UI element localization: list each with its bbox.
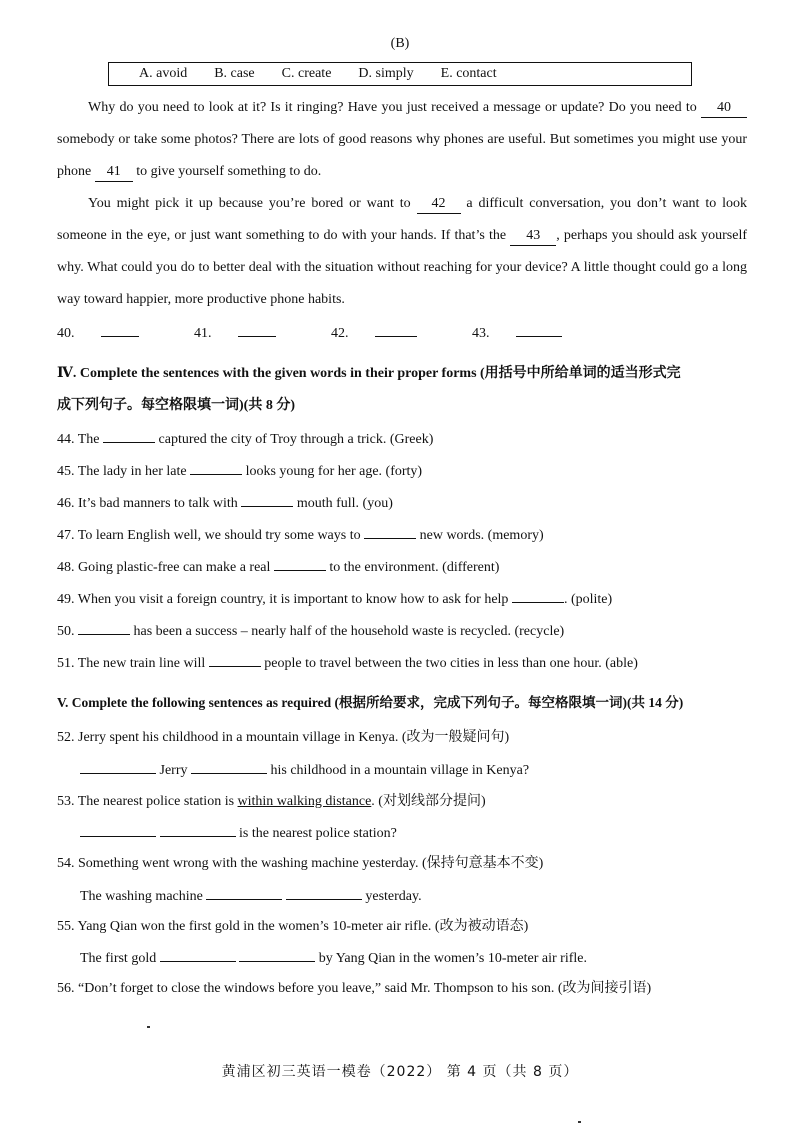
passage-text: a difficult conversation, you don’t want to look someone in the eye, or just want something to do with your hands. If that’s the xyxy=(57,196,747,243)
passage-text: You might pick it up because you’re bored or want to xyxy=(88,196,417,211)
question-47: 47. To learn English well, we should try some ways to new words. (memory) xyxy=(57,524,544,544)
question-52-answer: Jerry his childhood in a mountain village in Kenya? xyxy=(80,759,529,779)
answer-blank[interactable] xyxy=(101,322,139,337)
section-4-heading: Ⅳ. Complete the sentences with the given words in their proper forms (用括号中所给单词的适当形式完 成下列句子。每空格限填一词)(共 8 分) xyxy=(57,366,681,413)
scan-speck xyxy=(578,1121,581,1123)
question-55-answer: The first gold by Yang Qian in the women’s 10-meter air rifle. xyxy=(80,947,587,967)
passage-text: Why do you need to look at it? Is it ringing? Have you just received a message or update? Do you need to xyxy=(88,100,701,115)
answer-blank[interactable] xyxy=(80,759,156,774)
answer-blank[interactable] xyxy=(103,428,155,443)
question-53: 53. The nearest police station is within walking distance. (对划线部分提问) xyxy=(57,794,486,809)
blank-40: 40 xyxy=(701,99,747,118)
question-56: 56. “Don’t forget to close the windows before you leave,” said Mr. Thompson to his son. (改为间接引语) xyxy=(57,981,652,996)
answer-blank[interactable] xyxy=(160,822,236,837)
word-option: A. avoid xyxy=(139,66,188,81)
answer-blank[interactable] xyxy=(375,322,417,337)
underlined-phrase: within walking distance xyxy=(237,794,372,809)
word-option: E. contact xyxy=(440,66,497,81)
answer-blank[interactable] xyxy=(160,947,236,962)
scan-speck xyxy=(147,1026,150,1028)
section-5-heading: V. Complete the following sentences as required (根据所给要求，完成下列句子。每空格限填一词)(共 14 分) xyxy=(57,695,684,710)
question-55: 55. Yang Qian won the first gold in the women’s 10-meter air rifle. (改为被动语态) xyxy=(57,919,529,934)
question-54: 54. Something went wrong with the washing machine yesterday. (保持句意基本不变) xyxy=(57,856,544,871)
answer-slot: 42. xyxy=(331,322,443,342)
answer-blank[interactable] xyxy=(516,322,562,337)
word-option: C. create xyxy=(281,66,332,81)
word-option: B. case xyxy=(214,66,255,81)
answer-blank[interactable] xyxy=(80,822,156,837)
blank-43: 43 xyxy=(510,227,556,246)
question-54-answer: The washing machine yesterday. xyxy=(80,885,422,905)
question-50: 50. has been a success – nearly half of the household waste is recycled. (recycle) xyxy=(57,620,564,640)
blank-41: 41 xyxy=(95,163,133,182)
answer-blank[interactable] xyxy=(191,759,267,774)
answer-lines xyxy=(57,322,614,342)
word-option: D. simply xyxy=(358,66,414,81)
passage-text: , perhaps you should ask yourself why. What could you do to better deal with the situation without reaching for your device? A little thought could go a long way toward happier, more productive phone habits. xyxy=(57,228,748,307)
passage-paragraph-1 xyxy=(57,92,747,188)
question-44: 44. The captured the city of Troy through a trick. (Greek) xyxy=(57,428,433,448)
blank-42: 42 xyxy=(417,195,461,214)
answer-blank[interactable] xyxy=(364,524,416,539)
answer-blank[interactable] xyxy=(206,885,282,900)
question-45: 45. The lady in her late looks young for her age. (forty) xyxy=(57,460,422,480)
answer-slot: 41. xyxy=(194,322,302,342)
passage-text: to give yourself something to do. xyxy=(132,164,322,179)
passage-paragraph-2 xyxy=(57,188,747,316)
answer-blank[interactable] xyxy=(512,588,564,603)
answer-blank[interactable] xyxy=(274,556,326,571)
answer-slot: 40. xyxy=(57,322,165,342)
question-48: 48. Going plastic-free can make a real to the environment. (different) xyxy=(57,556,499,576)
question-52: 52. Jerry spent his childhood in a mountain village in Kenya. (改为一般疑问句) xyxy=(57,730,510,745)
question-51: 51. The new train line will people to travel between the two cities in less than one hour. (able) xyxy=(57,652,638,672)
page-footer: 黄浦区初三英语一模卷（2022） 第 4 页（共 8 页） xyxy=(221,1064,579,1080)
answer-slot: 43. xyxy=(472,322,588,342)
answer-blank[interactable] xyxy=(238,322,276,337)
question-49: 49. When you visit a foreign country, it is important to know how to ask for help . (polite) xyxy=(57,588,612,608)
answer-blank[interactable] xyxy=(78,620,130,635)
section-b-label: (B) xyxy=(390,36,410,51)
answer-blank[interactable] xyxy=(209,652,261,667)
word-bank-box xyxy=(108,62,692,86)
question-53-answer: is the nearest police station? xyxy=(80,822,397,842)
answer-blank[interactable] xyxy=(286,885,362,900)
passage-text: somebody or take some photos? There are lots of good reasons why phones are useful. But sometimes you might use your phone xyxy=(57,132,747,179)
question-46: 46. It’s bad manners to talk with mouth full. (you) xyxy=(57,492,393,512)
answer-blank[interactable] xyxy=(241,492,293,507)
answer-blank[interactable] xyxy=(239,947,315,962)
answer-blank[interactable] xyxy=(190,460,242,475)
